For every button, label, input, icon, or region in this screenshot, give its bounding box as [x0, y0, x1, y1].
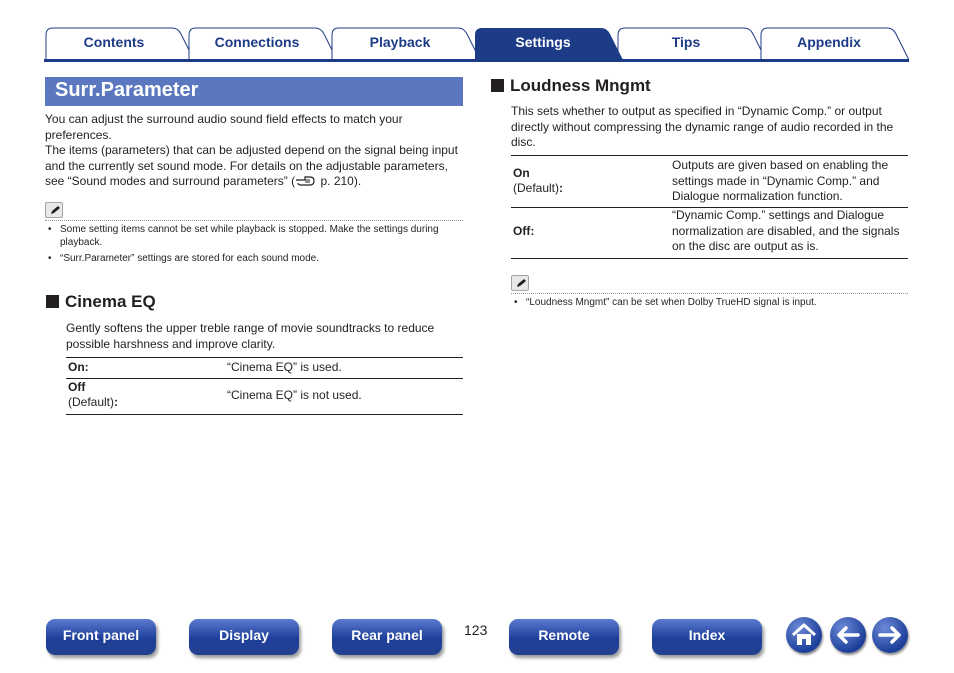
- tab-label-appendix: Appendix: [797, 34, 861, 50]
- intro-paragraph-1: You can adjust the surround audio sound field effects to match your preferences.: [45, 112, 403, 142]
- index-button[interactable]: Index: [652, 619, 762, 655]
- option-label: On:: [68, 360, 89, 374]
- option-description: “Dynamic Comp.” settings and Dialogue normalization are disabled, and the signals on the disc are output as is.: [672, 208, 900, 253]
- pointing-hand-icon: [295, 175, 317, 186]
- cinema-eq-heading: [46, 292, 156, 312]
- table-row: [511, 208, 908, 259]
- loudness-heading: [491, 76, 651, 96]
- home-icon: [786, 617, 822, 653]
- forward-arrow-icon: [872, 617, 908, 653]
- note-text: Some setting items cannot be set while playback is stopped. Make the settings during playback.: [60, 224, 439, 248]
- back-arrow-icon: [830, 617, 866, 653]
- loudness-table: [511, 155, 908, 259]
- option-description: “Cinema EQ” is not used.: [227, 388, 362, 402]
- cinema-eq-table: [66, 357, 463, 415]
- tab-label-tips: Tips: [671, 34, 701, 50]
- loudness-heading-text: Loudness Mngmt: [510, 76, 651, 95]
- back-button[interactable]: [830, 617, 866, 653]
- front-panel-button[interactable]: Front panel: [46, 619, 156, 655]
- loudness-description: This sets whether to output as specified in “Dynamic Comp.” or output directly without compressing the dynamic range of audio recorded in the disc.: [511, 104, 894, 149]
- page-title: Surr.Parameter: [45, 77, 463, 106]
- note-divider: [45, 220, 463, 221]
- home-button[interactable]: [786, 617, 822, 653]
- top-tab-bar: [44, 27, 909, 62]
- page-reference[interactable]: p. 210).: [317, 174, 362, 188]
- tab-label-playback: Playback: [369, 34, 431, 50]
- option-sublabel: (Default):: [68, 395, 119, 409]
- note-item: • Some setting items cannot be set while playback is stopped. Make the settings during playback.: [48, 223, 463, 249]
- forward-button[interactable]: [872, 617, 908, 653]
- page-number: 123: [464, 622, 488, 638]
- option-description: Outputs are given based on enabling the settings made in “Dynamic Comp.” and Dialogue normalization function.: [672, 158, 889, 203]
- tab-label-settings: Settings: [515, 34, 571, 50]
- cinema-eq-heading-text: Cinema EQ: [65, 292, 156, 311]
- option-label: On: [513, 166, 530, 180]
- note-divider: [511, 293, 908, 294]
- rear-panel-button[interactable]: Rear panel: [332, 619, 442, 655]
- tab-label-contents: Contents: [83, 34, 145, 50]
- note-item: • “Loudness Mngmt” can be set when Dolby TrueHD signal is input.: [514, 296, 908, 309]
- option-description: “Cinema EQ” is used.: [227, 360, 342, 374]
- square-bullet-icon: [46, 295, 59, 308]
- intro-text: The items (parameters) that can be adjusted depend on the signal being input and the currently set sound mode. For details on the adjustable parameters, see “Sound modes and surround parameters” (: [45, 143, 458, 188]
- square-bullet-icon: [491, 79, 504, 92]
- table-row: [66, 379, 463, 415]
- tab-label-connections: Connections: [214, 34, 300, 50]
- display-button[interactable]: Display: [189, 619, 299, 655]
- note-text: “Surr.Parameter” settings are stored for each sound mode.: [60, 253, 320, 264]
- note-item: • “Surr.Parameter” settings are stored for each sound mode.: [48, 252, 463, 265]
- remote-button[interactable]: Remote: [509, 619, 619, 655]
- table-row: [66, 357, 463, 379]
- option-label: Off: [68, 380, 86, 394]
- intro-paragraph-2: [45, 143, 463, 190]
- note-text: “Loudness Mngmt” can be set when Dolby TrueHD signal is input.: [526, 297, 817, 308]
- note-pencil-icon: [45, 202, 63, 218]
- cinema-eq-description: Gently softens the upper treble range of movie soundtracks to reduce possible harshness and improve clarity.: [66, 321, 435, 351]
- table-row: [511, 155, 908, 208]
- option-sublabel: (Default):: [513, 181, 564, 195]
- option-label: Off:: [513, 224, 535, 238]
- note-pencil-icon: [511, 275, 529, 291]
